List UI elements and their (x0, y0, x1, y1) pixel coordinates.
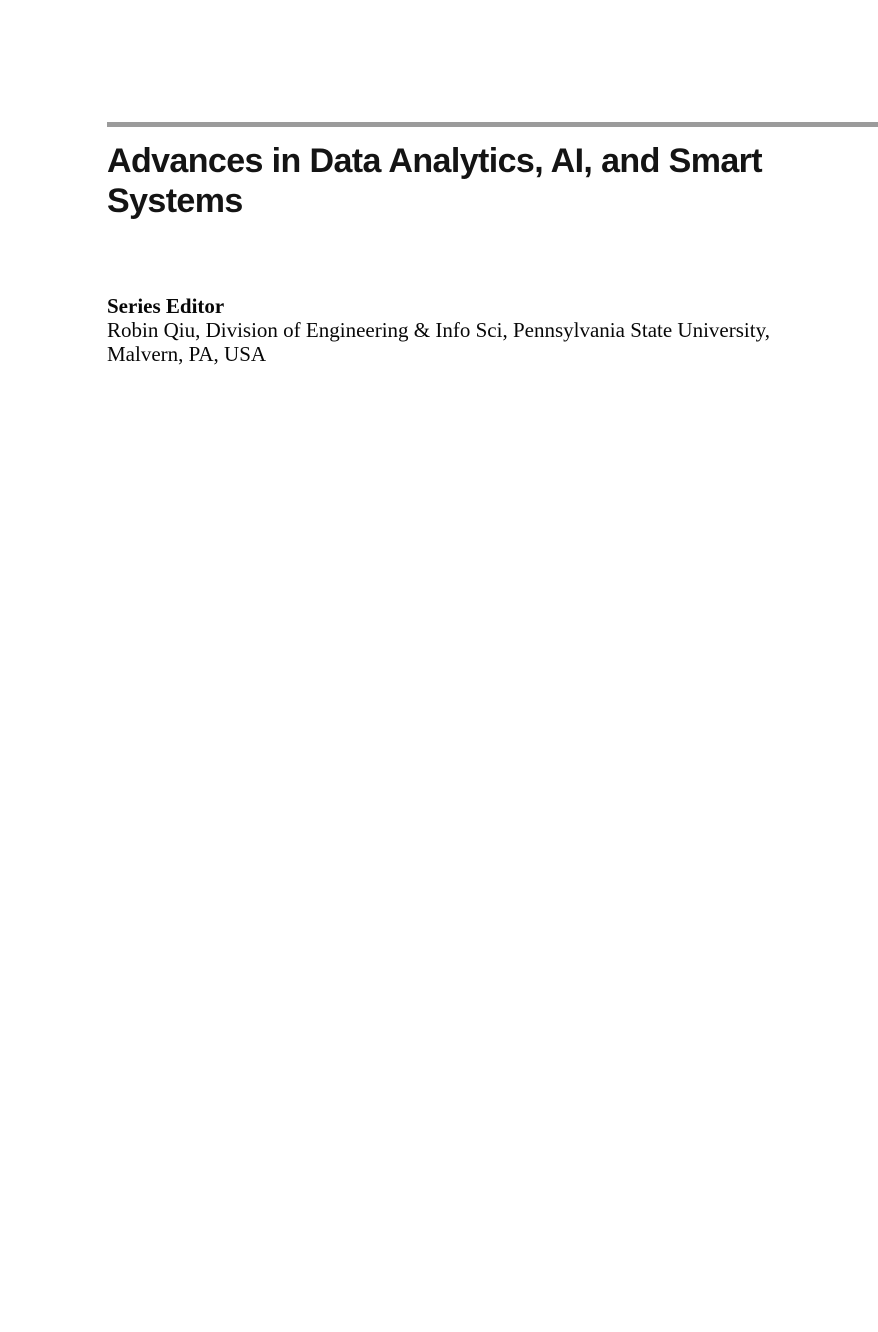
series-editor-affiliation-line-2: Malvern, PA, USA (107, 342, 267, 366)
series-title (107, 141, 762, 221)
series-title-line-2: Systems (107, 182, 243, 220)
series-title-line-1: Advances in Data Analytics, AI, and Smart (107, 142, 762, 180)
series-editor-block (107, 294, 770, 366)
series-editor-affiliation-line-1: Robin Qiu, Division of Engineering & Info Sci, Pennsylvania State University, (107, 318, 770, 342)
series-editor-heading: Series Editor (107, 294, 225, 318)
series-divider-rule (107, 122, 878, 127)
